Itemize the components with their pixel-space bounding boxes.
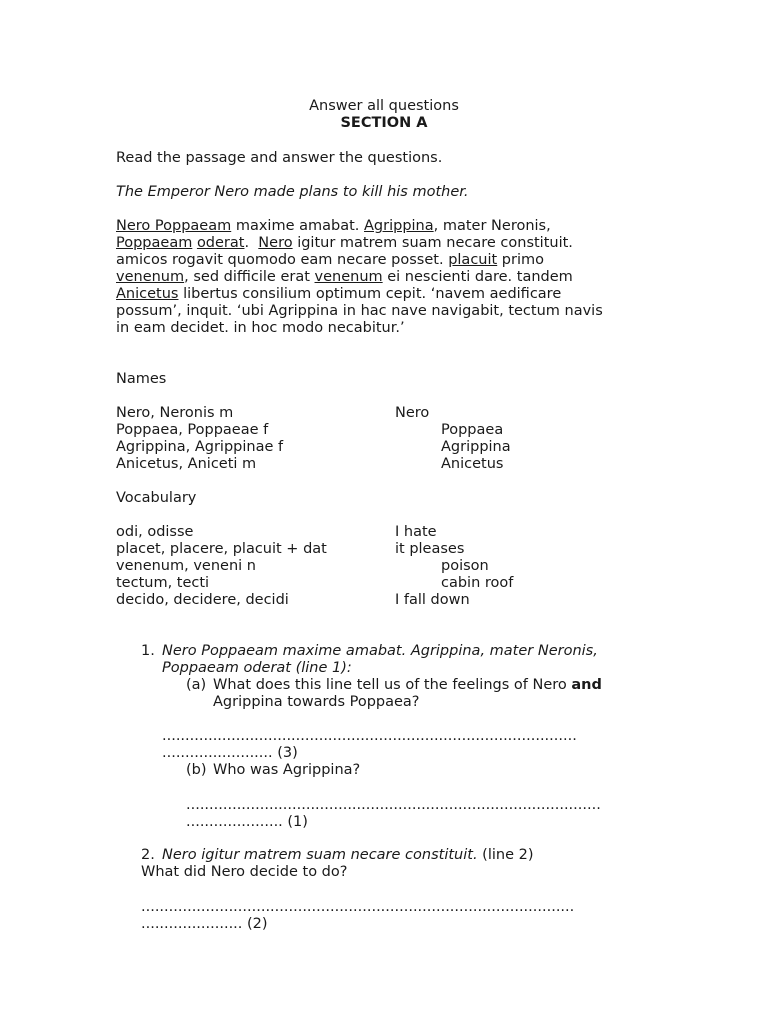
question-1b-text: Who was Agrippina? xyxy=(213,762,361,778)
question-1a-text-line2: Agrippina towards Poppaea? xyxy=(213,694,420,710)
underlined-word: placuit xyxy=(448,252,498,268)
answer-line-1b-marks[interactable]: ..................... (1) xyxy=(186,814,308,830)
passage-text: igitur matrem suam necare constituit. xyxy=(292,235,573,251)
instruction-heading: Answer all questions xyxy=(309,98,459,114)
underlined-word: Poppaeam xyxy=(116,235,193,251)
section-heading: SECTION A xyxy=(340,115,428,131)
name-english: Anicetus xyxy=(441,456,504,472)
passage-line xyxy=(116,218,551,235)
passage-line xyxy=(116,252,544,269)
vocab-latin: decido, decidere, decidi xyxy=(116,592,289,608)
question-2-quote: Nero igitur matrem suam necare constituit. xyxy=(162,847,478,863)
question-1a-emphasis: and xyxy=(571,677,602,693)
underlined-word: venenum xyxy=(314,269,383,285)
passage-text: maxime amabat. xyxy=(231,218,364,234)
read-instruction: Read the passage and answer the questions. xyxy=(116,150,443,166)
name-latin: Agrippina, Agrippinae f xyxy=(116,439,284,455)
name-english: Poppaea xyxy=(441,422,504,438)
passage-text: primo xyxy=(497,252,545,268)
question-2-line-ref: (line 2) xyxy=(477,847,534,863)
question-1a-text xyxy=(213,677,602,694)
question-1-quote: Nero Poppaeam maxime amabat. Agrippina, mater Neronis, xyxy=(162,643,598,659)
answer-line-2-marks[interactable]: ...................... (2) xyxy=(141,916,268,932)
name-latin: Anicetus, Aniceti m xyxy=(116,456,257,472)
question-2-number: 2. xyxy=(141,847,155,863)
name-english: Agrippina xyxy=(441,439,511,455)
passage-text: libertus consilium optimum cepit. ‘navem aedificare xyxy=(178,286,562,302)
underlined-word: Anicetus xyxy=(116,286,179,302)
passage-subtitle: The Emperor Nero made plans to kill his mother. xyxy=(116,184,469,200)
vocab-latin: odi, odisse xyxy=(116,524,194,540)
vocab-english: cabin roof xyxy=(441,575,514,591)
passage-line xyxy=(116,235,573,252)
passage-line: in eam decidet. in hoc modo necabitur.’ xyxy=(116,320,405,336)
question-1b-label: (b) xyxy=(186,762,207,778)
passage-line: possum’, inquit. ‘ubi Agrippina in hac nave navigabit, tectum navis xyxy=(116,303,603,319)
vocab-english: I fall down xyxy=(395,592,470,608)
underlined-word: Agrippina xyxy=(364,218,434,234)
answer-line-1a-marks[interactable]: ........................ (3) xyxy=(162,745,298,761)
answer-line-1b[interactable]: .......................................................................................... xyxy=(186,797,601,813)
question-1a-text-part: What does this line tell us of the feelings of Nero xyxy=(213,677,572,693)
underlined-word: Nero Poppaeam xyxy=(116,218,232,234)
name-latin: Nero, Neronis m xyxy=(116,405,234,421)
passage-text: . xyxy=(244,235,259,251)
vocab-latin: tectum, tecti xyxy=(116,575,210,591)
passage-text: amicos rogavit quomodo eam necare posset. xyxy=(116,252,449,268)
underlined-word: oderat xyxy=(196,235,245,251)
answer-line-1a[interactable]: .......................................................................................... xyxy=(162,728,577,744)
name-english: Nero xyxy=(395,405,430,421)
question-2-text: What did Nero decide to do? xyxy=(141,864,348,880)
names-heading: Names xyxy=(116,371,167,387)
passage-line xyxy=(116,286,561,303)
vocab-english: I hate xyxy=(395,524,437,540)
passage-text: , sed difficile erat xyxy=(184,269,315,285)
question-2-quote-line xyxy=(162,847,534,864)
passage-text: , mater Neronis, xyxy=(433,218,551,234)
name-latin: Poppaea, Poppaeae f xyxy=(116,422,269,438)
vocab-english: it pleases xyxy=(395,541,465,557)
passage-text: ei nescienti dare. tandem xyxy=(382,269,573,285)
vocab-english: poison xyxy=(441,558,489,574)
question-1a-label: (a) xyxy=(186,677,207,693)
question-1-number: 1. xyxy=(141,643,155,659)
answer-line-2[interactable]: .............................................................................................. xyxy=(141,899,575,915)
vocab-latin: placet, placere, placuit + dat xyxy=(116,541,327,557)
passage-line xyxy=(116,269,573,286)
underlined-word: Nero xyxy=(258,235,293,251)
vocab-latin: venenum, veneni n xyxy=(116,558,256,574)
underlined-word: venenum xyxy=(116,269,185,285)
question-1-quote: Poppaeam oderat (line 1): xyxy=(162,660,352,676)
vocabulary-heading: Vocabulary xyxy=(116,490,197,506)
